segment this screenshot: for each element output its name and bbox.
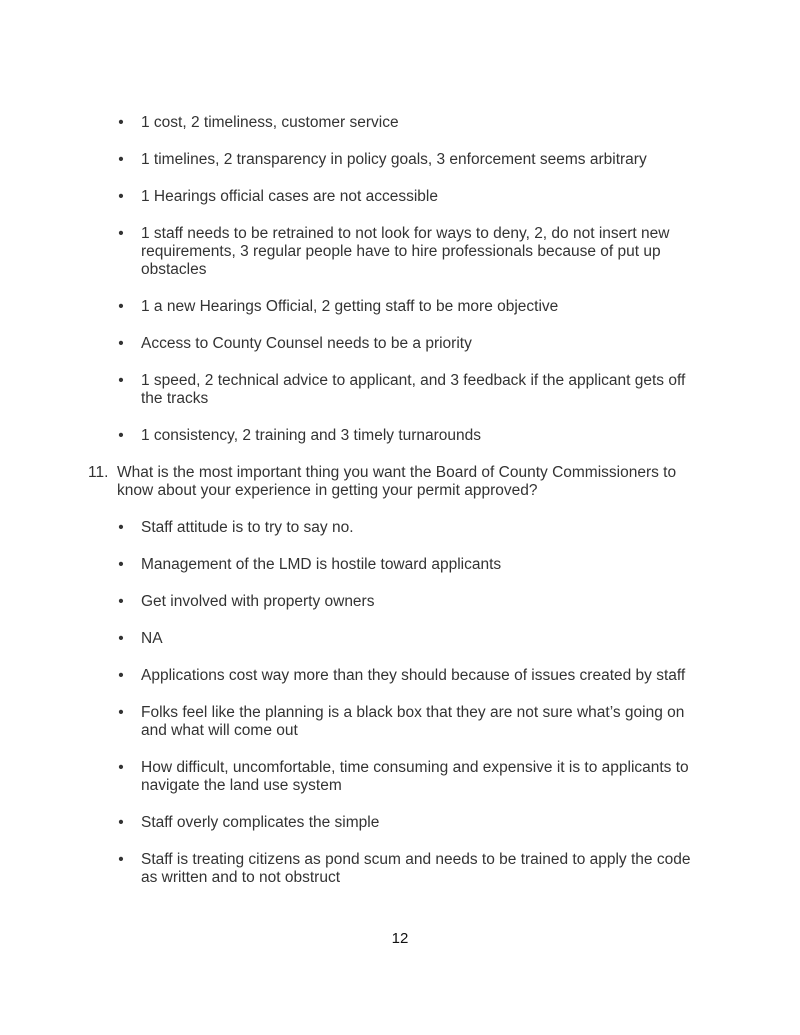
- list-item: [0, 372, 800, 408]
- bullet-icon: •: [118, 630, 124, 647]
- list-item-text: Get involved with property owners: [141, 593, 375, 610]
- bullet-icon: •: [118, 114, 124, 131]
- list-item-text: Management of the LMD is hostile toward applicants: [141, 556, 502, 573]
- list-item: [0, 114, 800, 132]
- bullet-icon: •: [118, 667, 124, 684]
- list-item: [0, 298, 800, 316]
- list-item: [0, 556, 800, 574]
- bullet-icon: •: [118, 298, 124, 315]
- list-item-text: Access to County Counsel needs to be a priority: [141, 335, 472, 352]
- list-item-text: Applications cost way more than they should because of issues created by staff: [141, 667, 686, 684]
- bullet-icon: •: [118, 335, 124, 352]
- bullet-icon: •: [118, 556, 124, 573]
- list-item: [0, 851, 800, 887]
- list-item-text: 1 consistency, 2 training and 3 timely turnarounds: [141, 427, 482, 444]
- list-item-text: Folks feel like the planning is a black box that they are not sure what’s going on and what will come out: [141, 704, 685, 739]
- bullet-icon: •: [118, 225, 124, 242]
- list-item: [0, 814, 800, 832]
- list-item: [0, 667, 800, 685]
- bullet-icon: •: [118, 151, 124, 168]
- bullet-icon: •: [118, 188, 124, 205]
- list-item: [0, 593, 800, 611]
- bullet-icon: •: [118, 704, 124, 721]
- bullet-icon: •: [118, 759, 124, 776]
- list-item-text: 1 staff needs to be retrained to not look for ways to deny, 2, do not insert new requirements, 3 regular people have to hire professionals because of put up obstacles: [141, 225, 670, 278]
- bullet-icon: •: [118, 372, 124, 389]
- list-item-text: 1 speed, 2 technical advice to applicant, and 3 feedback if the applicant gets off the tracks: [141, 372, 686, 407]
- bullet-icon: •: [118, 814, 124, 831]
- bullet-icon: •: [118, 427, 124, 444]
- list-item: [0, 427, 800, 445]
- list-item: [0, 519, 800, 537]
- list-item-text: Staff attitude is to try to say no.: [141, 519, 354, 536]
- list-item-text: 1 a new Hearings Official, 2 getting staff to be more objective: [141, 298, 559, 315]
- list-item: [0, 188, 800, 206]
- list-item-text: How difficult, uncomfortable, time consuming and expensive it is to applicants to navigate the land use system: [141, 759, 689, 794]
- list-item: [0, 335, 800, 353]
- list-item-text: Staff overly complicates the simple: [141, 814, 380, 831]
- list-item: [0, 704, 800, 740]
- response-list-question-11: [0, 519, 800, 906]
- list-item-text: 1 timelines, 2 transparency in policy goals, 3 enforcement seems arbitrary: [141, 151, 647, 168]
- question-number: 11.: [88, 464, 109, 481]
- bullet-icon: •: [118, 519, 124, 536]
- list-item: [0, 225, 800, 279]
- bullet-icon: •: [118, 851, 124, 868]
- list-item-text: 1 cost, 2 timeliness, customer service: [141, 114, 399, 131]
- list-item-text: Staff is treating citizens as pond scum and needs to be trained to apply the code as written and to not obstruct: [141, 851, 691, 886]
- list-item-text: 1 Hearings official cases are not accessible: [141, 188, 438, 205]
- response-list-question-10: [0, 114, 800, 464]
- list-item: [0, 759, 800, 795]
- list-item: [0, 630, 800, 648]
- bullet-icon: •: [118, 593, 124, 610]
- list-item-text: NA: [141, 630, 163, 647]
- page-number: 12: [391, 930, 409, 947]
- question-11: [0, 464, 800, 500]
- question-text: What is the most important thing you want the Board of County Commissioners to know about your experience in getting your permit approved?: [117, 464, 677, 499]
- list-item: [0, 151, 800, 169]
